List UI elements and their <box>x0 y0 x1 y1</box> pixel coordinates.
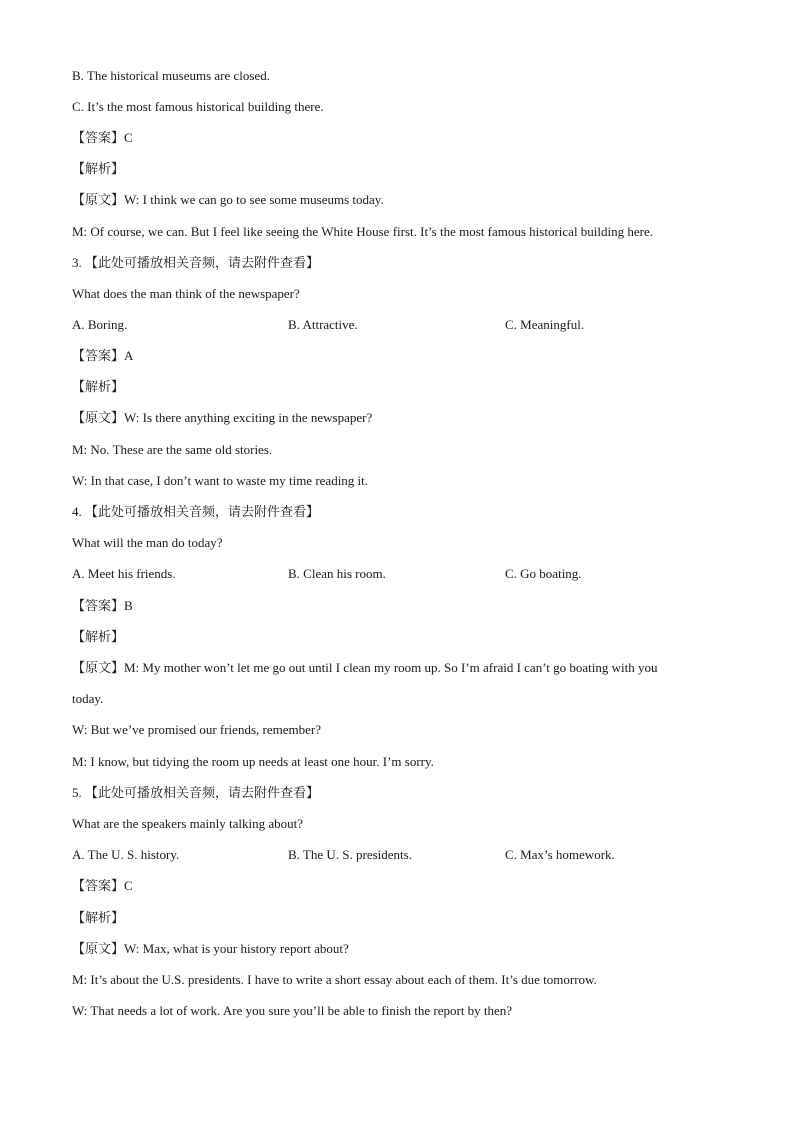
q4-question: What will the man do today? <box>72 535 223 550</box>
q4-transcript-line: 【原文】M: My mother won’t let me go out until I clean my room up. So I’m afraid I can’t go boating with you <box>72 660 658 675</box>
q5-option-c: C. Max’s homework. <box>505 847 615 862</box>
q3-transcript-line: 【原文】W: Is there anything exciting in the newspaper? <box>72 410 373 425</box>
q3-option-a: A. Boring. <box>72 317 128 332</box>
q2-option-b: B. The historical museums are closed. <box>72 68 270 83</box>
q4-transcript-line: today. <box>72 691 104 706</box>
q4-option-b: B. Clean his room. <box>288 566 386 581</box>
q5-question: What are the speakers mainly talking about? <box>72 816 304 831</box>
q2-transcript-line: 【原文】W: I think we can go to see some museums today. <box>72 192 384 207</box>
q4-option-a: A. Meet his friends. <box>72 566 176 581</box>
q4-analysis-label: 【解析】 <box>72 629 125 644</box>
q4-option-c: C. Go boating. <box>505 566 582 581</box>
q5-option-a: A. The U. S. history. <box>72 847 180 862</box>
q3-options <box>72 317 732 333</box>
q3-question: What does the man think of the newspaper? <box>72 286 300 301</box>
q5-header: 5. 【此处可播放相关音频，请去附件查看】 <box>72 785 320 800</box>
q3-analysis-label: 【解析】 <box>72 379 125 394</box>
q5-analysis-label: 【解析】 <box>72 910 125 925</box>
q5-transcript-line: W: That needs a lot of work. Are you sure you’ll be able to finish the report by then? <box>72 1003 513 1018</box>
q3-transcript-line: W: In that case, I don’t want to waste my time reading it. <box>72 473 369 488</box>
q5-option-b: B. The U. S. presidents. <box>288 847 412 862</box>
q4-transcript-line: M: I know, but tidying the room up needs at least one hour. I’m sorry. <box>72 754 434 769</box>
q5-transcript-line: M: It’s about the U.S. presidents. I have to write a short essay about each of them. It’s due tomorrow. <box>72 972 597 987</box>
q3-header: 3. 【此处可播放相关音频，请去附件查看】 <box>72 255 320 270</box>
q5-answer: 【答案】C <box>72 878 133 893</box>
q3-option-c: C. Meaningful. <box>505 317 585 332</box>
q4-transcript-line: W: But we’ve promised our friends, remember? <box>72 722 321 737</box>
q2-analysis-label: 【解析】 <box>72 161 125 176</box>
q4-answer: 【答案】B <box>72 598 133 613</box>
q5-options <box>72 847 732 863</box>
q3-transcript-line: M: No. These are the same old stories. <box>72 442 273 457</box>
q3-answer: 【答案】A <box>72 348 134 363</box>
q3-option-b: B. Attractive. <box>288 317 358 332</box>
q4-header: 4. 【此处可播放相关音频，请去附件查看】 <box>72 504 320 519</box>
q2-answer: 【答案】C <box>72 130 133 145</box>
q4-options <box>72 566 732 582</box>
q2-option-c: C. It’s the most famous historical building there. <box>72 99 324 114</box>
q5-transcript-line: 【原文】W: Max, what is your history report about? <box>72 941 349 956</box>
q2-transcript-line: M: Of course, we can. But I feel like seeing the White House first. It’s the most famous historical building here. <box>72 224 654 239</box>
